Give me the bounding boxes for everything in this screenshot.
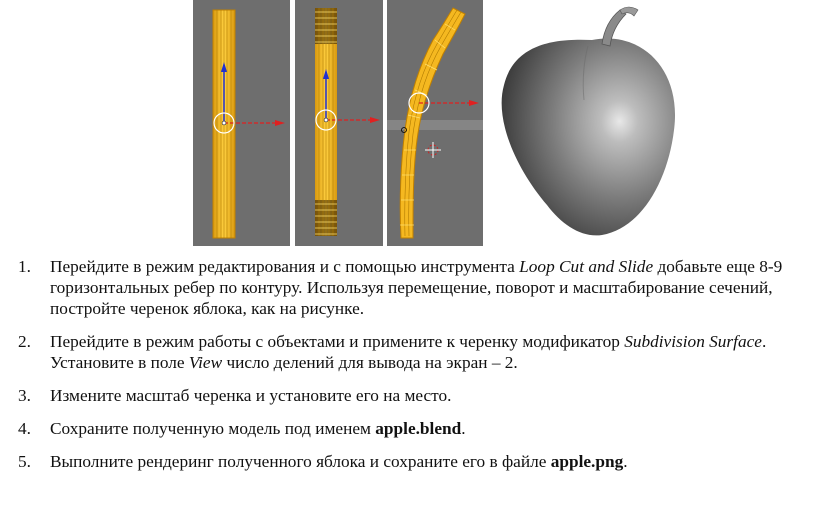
step-4 <box>18 418 808 439</box>
instruction-list <box>18 256 808 484</box>
step-text: . <box>623 452 628 471</box>
step-5 <box>18 451 808 472</box>
file-name: apple.png <box>550 452 624 471</box>
modifier-name: Subdivision Surface <box>624 332 762 351</box>
step-text: добавьте еще 8-9 горизонтальных ребер по контуру. Используя перемещение, поворот и масштабирование сечений, постройте черенок яблока, как на рисунке. <box>50 257 783 318</box>
step-text: Выполните рендеринг полученного яблока и сохраните его в файле <box>50 452 551 471</box>
step-text: Перейдите в режим редактирования и с помощью инструмента <box>50 257 520 276</box>
viewport-panel-3 <box>387 0 483 246</box>
step-number: 2. <box>18 332 31 351</box>
stem-mesh-bent <box>387 0 483 246</box>
step-number: 1. <box>18 257 31 276</box>
tool-name: Loop Cut and Slide <box>519 257 654 276</box>
step-text: число делений для вывода на экран – 2. <box>222 353 518 372</box>
step-text: Перейдите в режим работы с объектами и примените к черенку модификатор <box>50 332 625 351</box>
step-1 <box>18 256 808 319</box>
step-2 <box>18 331 808 373</box>
illustration <box>0 0 816 250</box>
step-3 <box>18 385 808 406</box>
field-name: View <box>188 353 223 372</box>
stem-mesh-loopcuts <box>295 0 383 246</box>
apple-render <box>492 0 692 240</box>
viewport-panel-1 <box>193 0 290 246</box>
step-number: 5. <box>18 452 31 471</box>
step-number: 4. <box>18 419 31 438</box>
stem-mesh-straight <box>193 0 290 246</box>
viewport-panel-2 <box>295 0 383 246</box>
step-text: . <box>461 419 466 438</box>
file-name: apple.blend <box>375 419 462 438</box>
step-text: . Установите в поле <box>50 332 767 372</box>
step-text: Измените масштаб черенка и установите его на место. <box>50 386 452 405</box>
step-text: Сохраните полученную модель под именем <box>50 419 376 438</box>
step-number: 3. <box>18 386 31 405</box>
